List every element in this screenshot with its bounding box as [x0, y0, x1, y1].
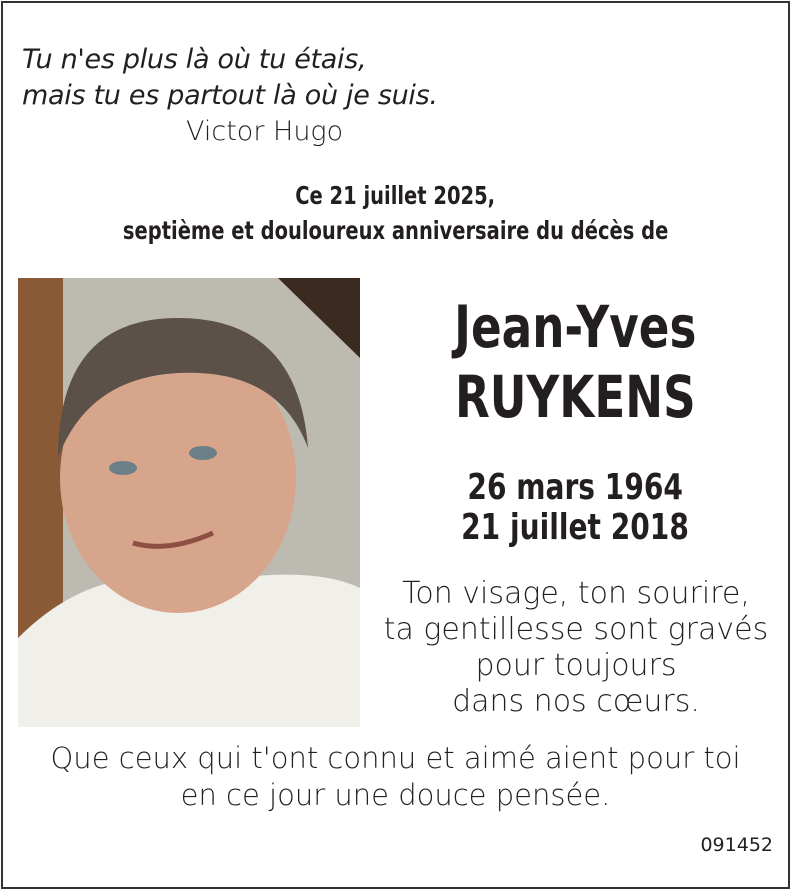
deceased-first-name: Jean-Yves: [453, 293, 697, 361]
death-date: 21 juillet 2018: [461, 507, 689, 548]
message-line-4: dans nos cœurs.: [452, 684, 700, 719]
reference-number: 091452: [700, 834, 773, 856]
message-line-1: Ton visage, ton sourire,: [402, 576, 750, 611]
deceased-last-name: RUYKENS: [454, 363, 696, 431]
message-line-3: pour toujours: [475, 648, 677, 683]
intro-line-1: Ce 21 juillet 2025,: [295, 181, 496, 210]
quote-line-2: mais tu es partout là où je suis.: [22, 80, 438, 111]
intro-line-2: septième et douloureux anniversaire du décès de: [122, 216, 669, 245]
portrait-photo: [18, 278, 360, 727]
closing-line-2: en ce jour une douce pensée.: [180, 778, 611, 812]
quote-author: Victor Hugo: [186, 116, 344, 147]
birth-date: 26 mars 1964: [467, 467, 683, 508]
closing-line-1: Que ceux qui t'ont connu et aimé aient pour toi: [50, 741, 741, 775]
quote-line-1: Tu n'es plus là où tu étais,: [22, 44, 367, 75]
message-line-2: ta gentillesse sont gravés: [383, 612, 769, 647]
